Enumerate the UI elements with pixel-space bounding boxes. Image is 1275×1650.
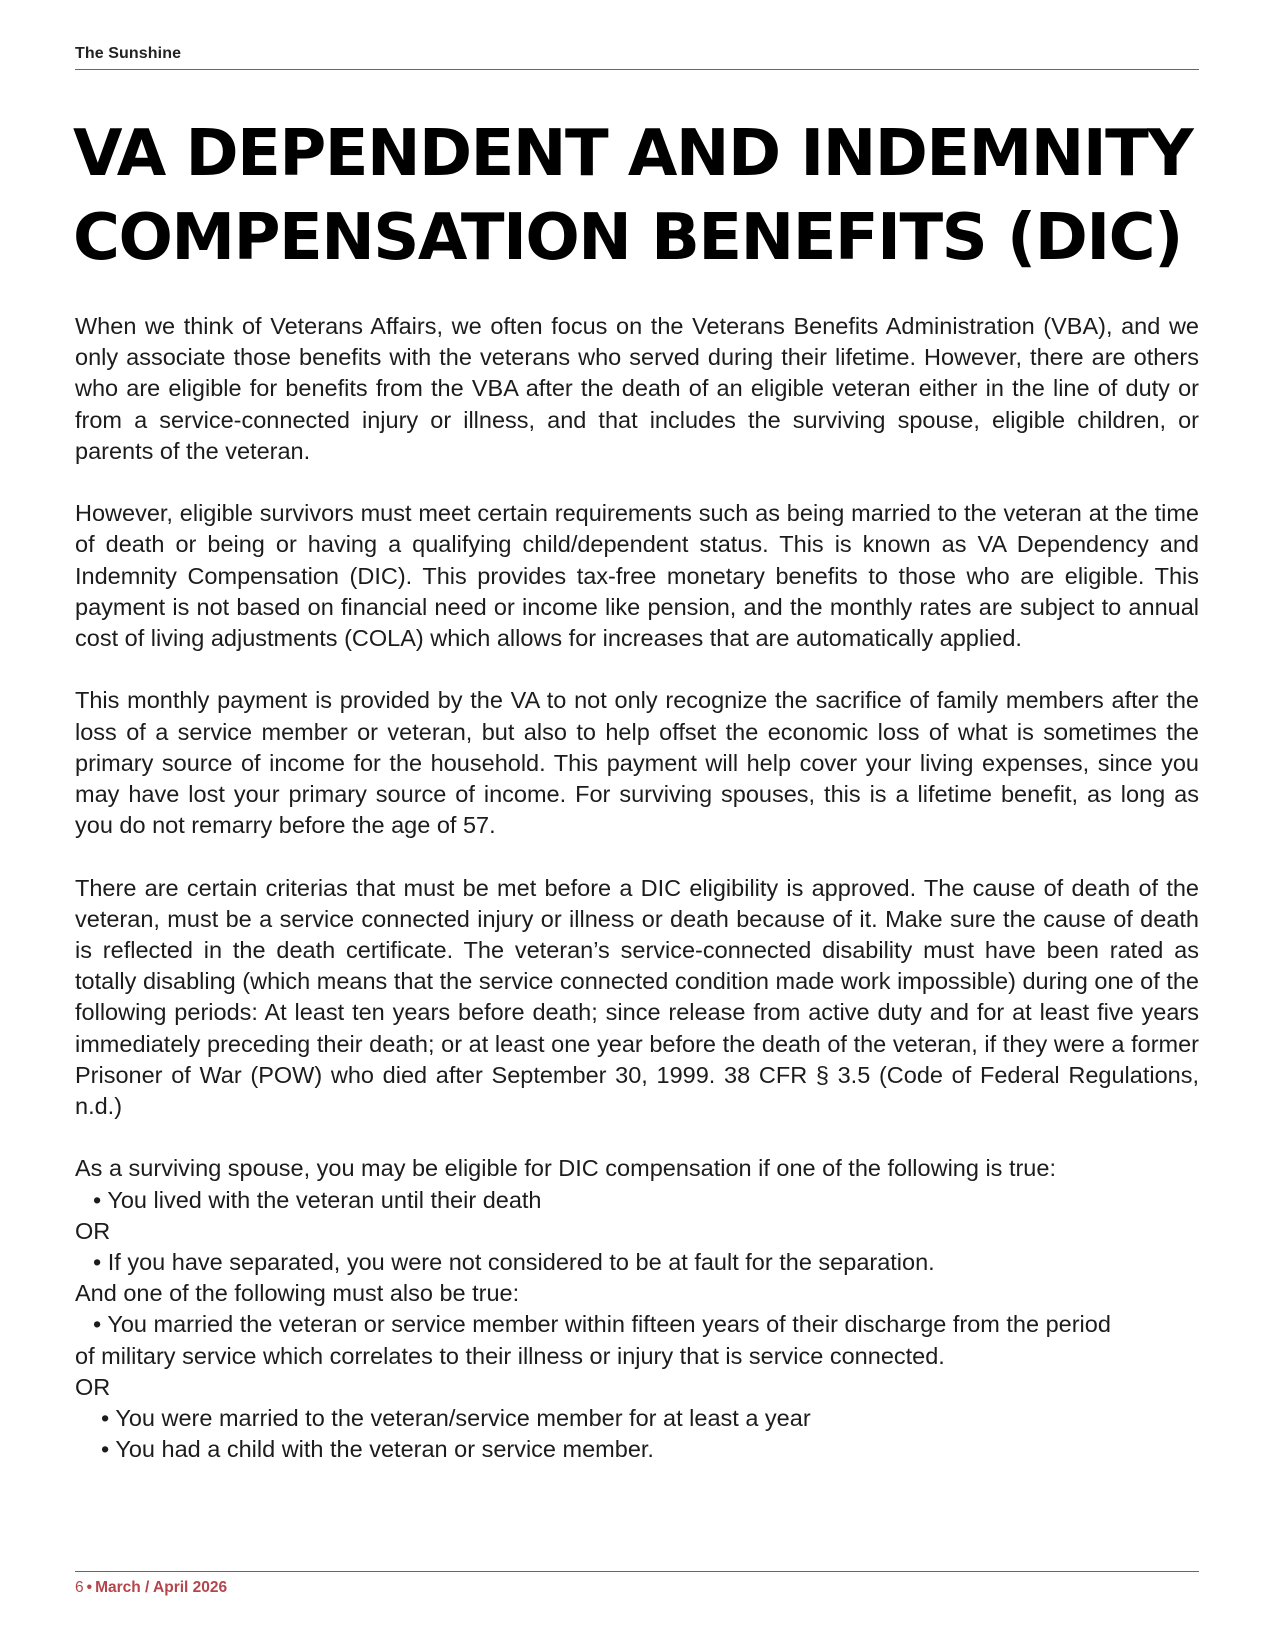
title-line-2: COMPENSATION BENEFITS (DIC) [73,201,1182,275]
paragraph-1: When we think of Veterans Affairs, we often focus on the Veterans Benefits Administration (VBA), and we only associate those benefits with the veterans who served during their lifetime. However, there are others who are eligible for benefits from the VBA after the death of an eligible veteran either in the line of duty or from a service-connected injury or illness, and that includes the surviving spouse, eligible children, or parents of the veteran. [75,313,1199,464]
also-true-heading: And one of the following must also be true: [75,1280,520,1307]
paragraph-2: However, eligible survivors must meet certain requirements such as being married to the veteran at the time of death or being or having a qualifying child/dependent status. This is known as VA Dependency and Indemnity Compensation (DIC). This provides tax-free monetary benefits to those who are eligible. This payment is not based on financial need or income like pension, and the monthly rates are subject to annual cost of living adjustments (COLA) which allows for increases that are automatically applied. [75,500,1199,652]
page-footer [75,1571,1199,1597]
bullet-lived-with-veteran: • You lived with the veteran until their death [93,1186,542,1213]
title-line-1: VA DEPENDENT AND INDEMNITY [73,117,1193,191]
eligibility-section [75,1153,1199,1465]
page-number: 6 [75,1579,84,1596]
bullet-separated: • If you have separated, you were not considered to be at fault for the separation. [93,1249,935,1276]
eligibility-intro: As a surviving spouse, you may be eligible for DIC compensation if one of the following is true: [75,1155,1056,1182]
page-header [75,44,1199,70]
bullet-married-within-fifteen-years-cont: of military service which correlates to their illness or injury that is service connected. [75,1342,945,1369]
publication-name: The Sunshine [75,45,182,62]
paragraph-3: This monthly payment is provided by the VA to not only recognize the sacrifice of family members after the loss of a service member or veteran, but also to help offset the economic loss of what is sometimes the primary source of income for the household. This payment will help cover your living expenses, since you may have lost your primary source of income. For surviving spouses, this is a lifetime benefit, as long as you do not remarry before the age of 57. [75,687,1199,839]
article-title [73,112,1213,280]
issue-date: March / April 2026 [95,1579,228,1596]
bullet-had-child: • You had a child with the veteran or service member. [101,1436,654,1463]
article-body [75,311,1199,1465]
bullet-married-within-fifteen-years: • You married the veteran or service member within fifteen years of their discharge from the period [93,1311,1111,1338]
footer-separator: • [86,1579,93,1596]
bullet-married-one-year: • You were married to the veteran/service member for at least a year [101,1405,811,1432]
or-separator-2: OR [75,1373,111,1400]
paragraph-4: There are certain criterias that must be met before a DIC eligibility is approved. The cause of death of the veteran, must be a service connected injury or illness or death because of it. Make sure the cause of death is reflected in the death certificate. The veteran’s service-connected disability must have been rated as totally disabling (which means that the service connected condition made work impossible) during one of the following periods: At least ten years before death; since release from active duty and for at least five years immediately preceding their death; or at least one year before the death of the veteran, if they were a former Prisoner of War (POW) who died after September 30, 1999. 38 CFR § 3.5 (Code of Federal Regulations, n.d.) [75,874,1199,1120]
or-separator-1: OR [75,1217,111,1244]
